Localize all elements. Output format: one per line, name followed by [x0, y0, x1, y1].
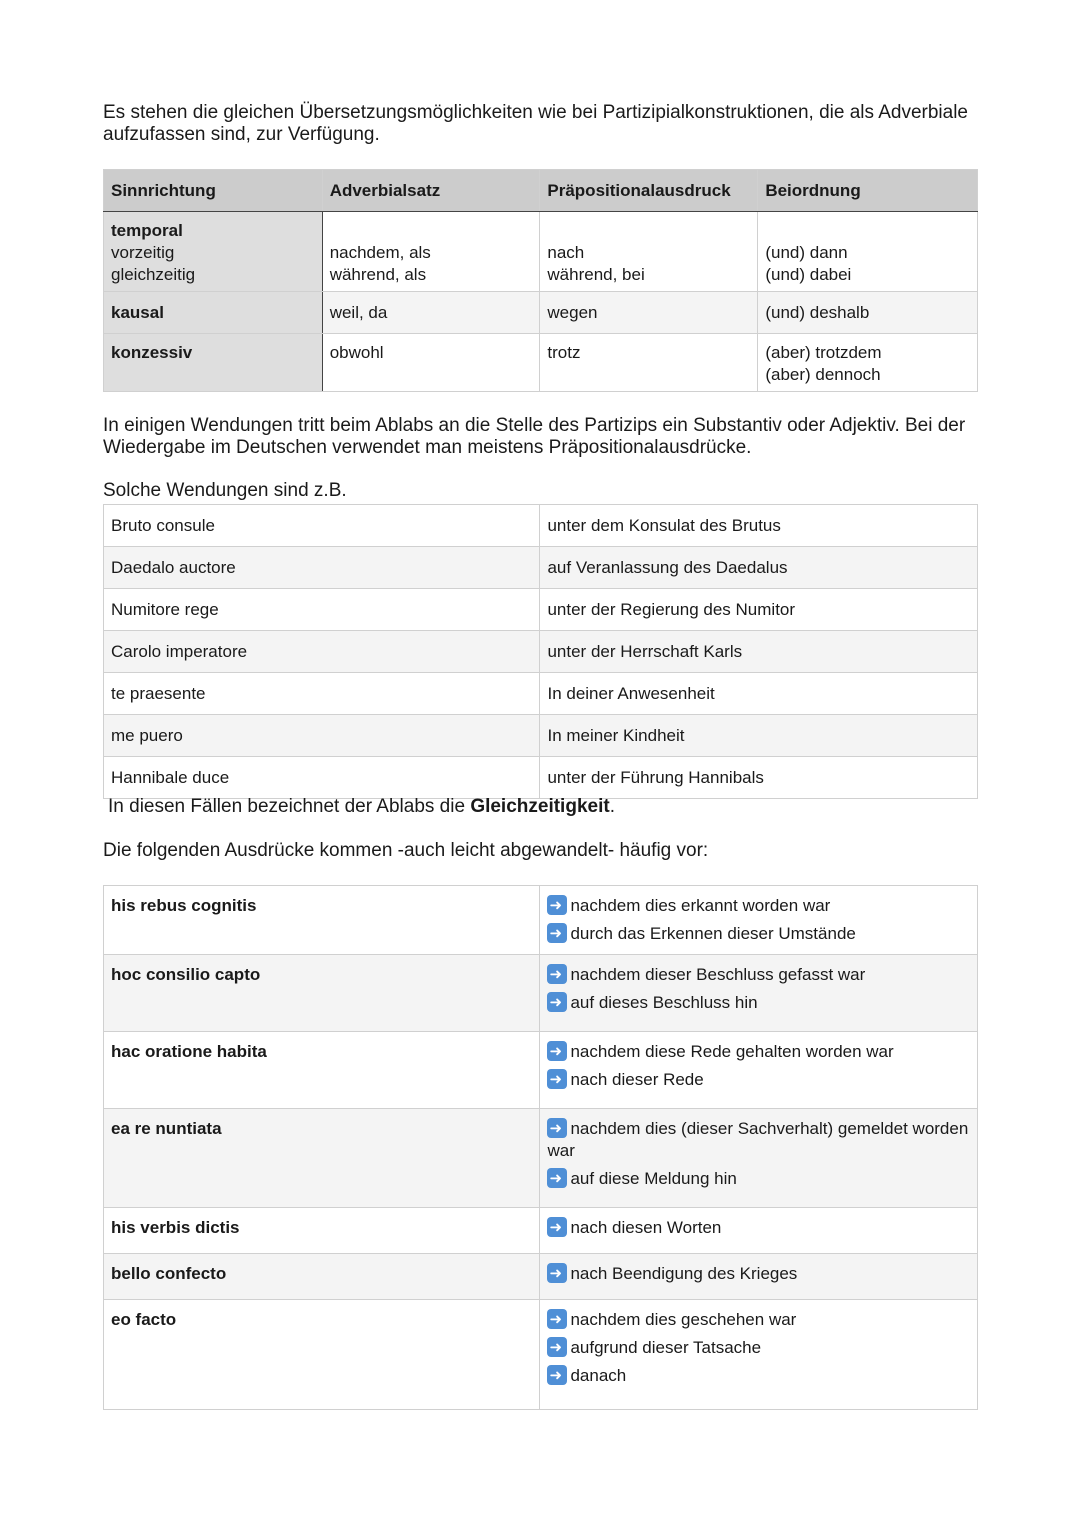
latin-expression: his verbis dictis — [104, 1208, 540, 1254]
paragraph-ausdruecke: Die folgenden Ausdrücke kommen -auch leicht abgewandelt- häufig vor: — [103, 840, 709, 861]
beiordnung-cell — [758, 334, 978, 392]
translation-text: danach — [570, 1366, 627, 1385]
translation-text: auf dieses Beschluss hin — [570, 993, 758, 1012]
arrow-right-icon — [547, 923, 567, 943]
latin-expression: eo facto — [104, 1300, 540, 1410]
translation-text: nach dieser Rede — [570, 1070, 704, 1089]
arrow-right-icon — [547, 1365, 567, 1385]
table-row — [104, 1254, 978, 1300]
german-cell: unter der Führung Hannibals — [540, 757, 978, 799]
translation-item — [547, 1069, 970, 1091]
cell-line: während, bei — [547, 265, 645, 284]
sinnrichtung-sub: gleichzeitig — [111, 265, 196, 284]
cell-line: (und) dann — [765, 243, 848, 262]
translation-text: auf diese Meldung hin — [570, 1169, 737, 1188]
table-row — [104, 1109, 978, 1208]
latin-expression: hac oratione habita — [104, 1032, 540, 1109]
latin-cell: Carolo imperatore — [104, 631, 540, 673]
arrow-right-icon — [547, 992, 567, 1012]
latin-expression: ea re nuntiata — [104, 1109, 540, 1208]
german-cell: unter der Herrschaft Karls — [540, 631, 978, 673]
translation-text: nachdem dies erkannt worden war — [570, 896, 831, 915]
sinnrichtung-sub: vorzeitig — [111, 243, 175, 262]
arrow-right-icon — [547, 1263, 567, 1283]
cell-line: (aber) trotzdem — [765, 343, 882, 362]
latin-cell: Numitore rege — [104, 589, 540, 631]
translation-text: nachdem dieser Beschluss gefasst war — [570, 965, 866, 984]
table-row — [104, 292, 978, 334]
arrow-right-icon — [547, 964, 567, 984]
translation-item — [547, 964, 970, 986]
header-cell: Adverbialsatz — [322, 170, 540, 212]
translation-cell — [540, 886, 978, 955]
german-cell: unter der Regierung des Numitor — [540, 589, 978, 631]
table-sinnrichtung — [103, 169, 978, 392]
translation-cell — [540, 955, 978, 1032]
table-row — [104, 715, 978, 757]
translation-item — [547, 1118, 970, 1162]
praepositional-cell: trotz — [540, 334, 758, 392]
adverbialsatz-cell — [322, 212, 540, 292]
arrow-right-icon — [547, 1168, 567, 1188]
latin-cell: Daedalo auctore — [104, 547, 540, 589]
sinnrichtung-title: konzessiv — [104, 334, 323, 392]
arrow-right-icon — [547, 1041, 567, 1061]
arrow-right-icon — [547, 1069, 567, 1089]
intro-paragraph: Es stehen die gleichen Übersetzungsmöglichkeiten wie bei Partizipialkonstruktionen, die als Adverbiale aufzufassen sind, zur Verfügung. — [103, 102, 968, 145]
table-row — [104, 886, 978, 955]
sinnrichtung-title: kausal — [104, 292, 323, 334]
cell-line: während, als — [329, 265, 427, 284]
translation-cell — [540, 1032, 978, 1109]
table-row — [104, 1032, 978, 1109]
paragraph-beispiele: Solche Wendungen sind z.B. — [103, 480, 347, 501]
praepositional-cell — [540, 212, 758, 292]
header-cell: Beiordnung — [758, 170, 978, 212]
latin-expression: his rebus cognitis — [104, 886, 540, 955]
translation-cell — [540, 1254, 978, 1300]
translation-text: nachdem dies geschehen war — [570, 1310, 797, 1329]
text-prefix: In diesen Fällen bezeichnet der Ablabs die — [108, 796, 471, 817]
translation-cell — [540, 1109, 978, 1208]
beiordnung-cell — [758, 212, 978, 292]
text-suffix: . — [609, 796, 615, 817]
german-cell: unter dem Konsulat des Brutus — [540, 505, 978, 547]
table-header-row — [104, 170, 978, 212]
sinnrichtung-cell — [104, 212, 323, 292]
cell-line: (und) dabei — [765, 265, 852, 284]
praepositional-cell: wegen — [540, 292, 758, 334]
table-row — [104, 589, 978, 631]
table-row — [104, 1208, 978, 1254]
translation-text: nach Beendigung des Krieges — [570, 1264, 798, 1283]
table-row — [104, 212, 978, 292]
translation-item — [547, 1041, 970, 1063]
arrow-right-icon — [547, 1309, 567, 1329]
header-cell: Präpositionalausdruck — [540, 170, 758, 212]
table-row — [104, 631, 978, 673]
paragraph-wendungen: In einigen Wendungen tritt beim Ablabs an die Stelle des Partizips ein Substantiv oder Adjektiv. Bei der Wiedergabe im Deutschen verwendet man meistens Präpositionalausdrücke. — [103, 415, 966, 458]
text-bold: Gleichzeitigkeit — [470, 796, 610, 817]
german-cell: In meiner Kindheit — [540, 715, 978, 757]
paragraph-gleichzeitigkeit — [108, 796, 988, 818]
adverbialsatz-cell: weil, da — [322, 292, 540, 334]
latin-expression: hoc consilio capto — [104, 955, 540, 1032]
arrow-right-icon — [547, 1337, 567, 1357]
beiordnung-cell: (und) deshalb — [758, 292, 978, 334]
table-row — [104, 1300, 978, 1410]
german-cell: In deiner Anwesenheit — [540, 673, 978, 715]
table-row — [104, 757, 978, 799]
table-row — [104, 334, 978, 392]
translation-text: durch das Erkennen dieser Umstände — [570, 924, 856, 943]
latin-cell: Hannibale duce — [104, 757, 540, 799]
translation-text: nach diesen Worten — [570, 1218, 722, 1237]
german-cell: auf Veranlassung des Daedalus — [540, 547, 978, 589]
latin-cell: Bruto consule — [104, 505, 540, 547]
translation-cell — [540, 1208, 978, 1254]
arrow-right-icon — [547, 1217, 567, 1237]
cell-line: nachdem, als — [329, 243, 431, 262]
header-cell: Sinnrichtung — [104, 170, 323, 212]
latin-expression: bello confecto — [104, 1254, 540, 1300]
arrow-right-icon — [547, 895, 567, 915]
cell-line: nach — [547, 243, 585, 262]
translation-item — [547, 1309, 970, 1331]
translation-cell — [540, 1300, 978, 1410]
table-ausdruecke — [103, 885, 978, 1410]
table-wendungen — [103, 504, 978, 799]
table-row — [104, 673, 978, 715]
translation-text: nachdem diese Rede gehalten worden war — [570, 1042, 894, 1061]
arrow-right-icon — [547, 1118, 567, 1138]
cell-line: (aber) dennoch — [765, 365, 881, 384]
translation-item — [547, 1337, 970, 1359]
translation-item — [547, 1217, 970, 1239]
translation-item — [547, 992, 970, 1014]
table-row — [104, 955, 978, 1032]
adverbialsatz-cell: obwohl — [322, 334, 540, 392]
translation-text: nachdem dies (dieser Sachverhalt) gemeldet worden war — [547, 1119, 969, 1160]
latin-cell: me puero — [104, 715, 540, 757]
translation-text: aufgrund dieser Tatsache — [570, 1338, 762, 1357]
translation-item — [547, 895, 970, 917]
table-row — [104, 505, 978, 547]
translation-item — [547, 923, 970, 945]
translation-item — [547, 1263, 970, 1285]
latin-cell: te praesente — [104, 673, 540, 715]
translation-item — [547, 1168, 970, 1190]
sinnrichtung-title: temporal — [111, 221, 183, 240]
table-row — [104, 547, 978, 589]
translation-item — [547, 1365, 970, 1387]
